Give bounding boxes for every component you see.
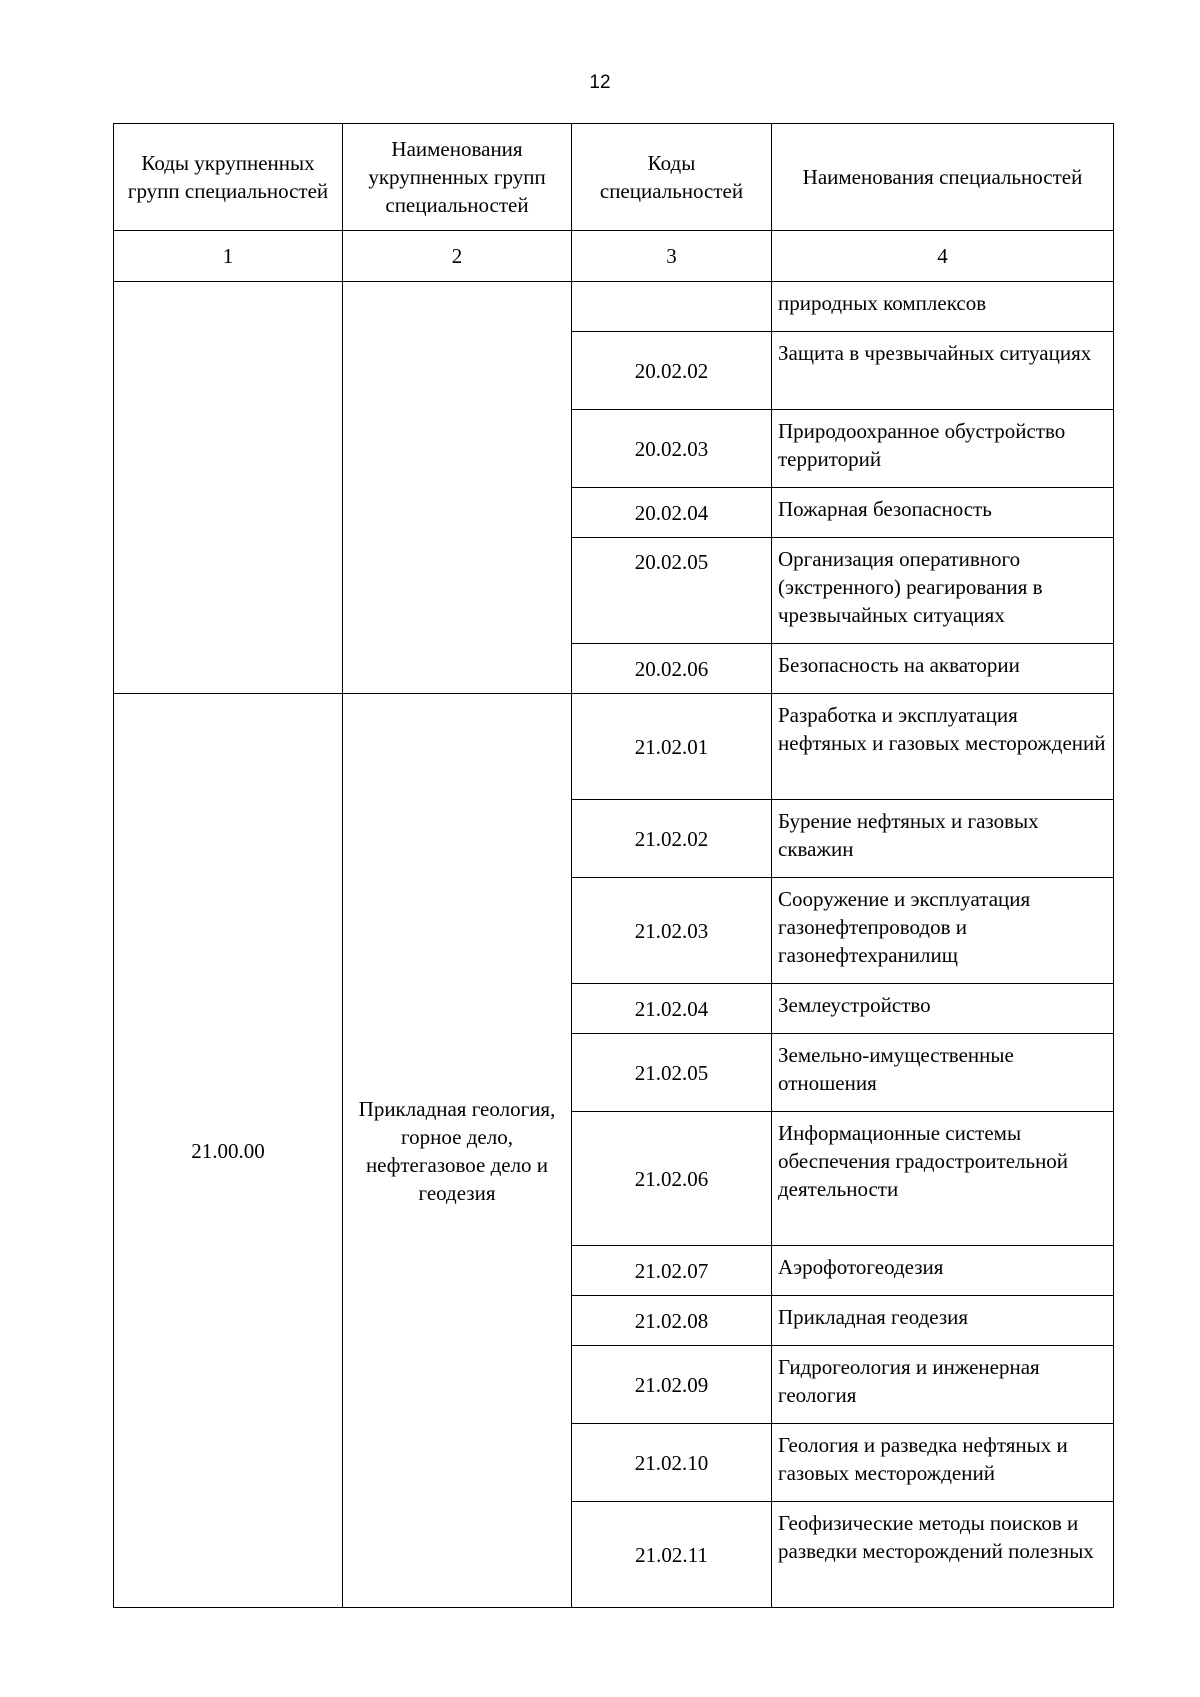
specialty-code: 21.02.09 [572, 1346, 772, 1424]
table-row [114, 694, 1114, 800]
column-number: 4 [772, 231, 1114, 282]
specialty-code: 21.02.11 [572, 1502, 772, 1608]
specialty-code [572, 282, 772, 332]
specialty-code: 20.02.04 [572, 488, 772, 538]
specialty-name: Разработка и эксплуатация нефтяных и газовых месторождений [772, 694, 1114, 800]
specialty-code: 21.02.02 [572, 800, 772, 878]
table-row [114, 282, 1114, 332]
specialty-name: Гидрогеология и инженерная геология [772, 1346, 1114, 1424]
column-number: 2 [343, 231, 572, 282]
page-number: 12 [589, 72, 611, 93]
specialty-code: 21.02.08 [572, 1296, 772, 1346]
specialty-name: Геофизические методы поисков и разведки месторождений полезных [772, 1502, 1114, 1608]
specialty-name: Прикладная геодезия [772, 1296, 1114, 1346]
specialty-name: Бурение нефтяных и газовых скважин [772, 800, 1114, 878]
specialty-name: Безопасность на акватории [772, 644, 1114, 694]
specialty-code: 20.02.03 [572, 410, 772, 488]
specialty-code: 21.02.07 [572, 1246, 772, 1296]
specialty-code: 20.02.02 [572, 332, 772, 410]
specialty-name: Аэрофотогеодезия [772, 1246, 1114, 1296]
group-name: Прикладная геология, горное дело, нефтегазовое дело и геодезия [343, 694, 572, 1608]
specialty-name: природных комплексов [772, 282, 1114, 332]
specialty-code: 20.02.05 [572, 538, 772, 644]
group-name-cell-empty [343, 282, 572, 694]
header-specialty-names: Наименования специальностей [772, 124, 1114, 231]
specialty-code: 20.02.06 [572, 644, 772, 694]
column-number: 1 [114, 231, 343, 282]
specialty-name: Сооружение и эксплуатация газонефтепроводов и газонефтехранилищ [772, 878, 1114, 984]
header-row [114, 124, 1114, 231]
column-number: 3 [572, 231, 772, 282]
column-number-row [114, 231, 1114, 282]
header-group-names: Наименования укрупненных групп специальностей [343, 124, 572, 231]
specialty-code: 21.02.03 [572, 878, 772, 984]
specialty-name: Земельно-имущественные отношения [772, 1034, 1114, 1112]
specialty-name: Защита в чрезвычайных ситуациях [772, 332, 1114, 410]
specialty-name: Информационные системы обеспечения градостроительной деятельности [772, 1112, 1114, 1246]
specialties-table [113, 123, 1114, 1608]
specialty-name: Пожарная безопасность [772, 488, 1114, 538]
specialty-name: Землеустройство [772, 984, 1114, 1034]
specialty-code: 21.02.05 [572, 1034, 772, 1112]
specialty-name: Организация оперативного (экстренного) реагирования в чрезвычайных ситуациях [772, 538, 1114, 644]
specialty-code: 21.02.04 [572, 984, 772, 1034]
group-code-cell-empty [114, 282, 343, 694]
specialty-code: 21.02.06 [572, 1112, 772, 1246]
specialty-name: Геология и разведка нефтяных и газовых месторождений [772, 1424, 1114, 1502]
specialty-code: 21.02.10 [572, 1424, 772, 1502]
group-code: 21.00.00 [114, 694, 343, 1608]
specialty-name: Природоохранное обустройство территорий [772, 410, 1114, 488]
header-group-codes: Коды укрупненных групп специальностей [114, 124, 343, 231]
header-specialty-codes: Коды специальностей [572, 124, 772, 231]
specialty-code: 21.02.01 [572, 694, 772, 800]
